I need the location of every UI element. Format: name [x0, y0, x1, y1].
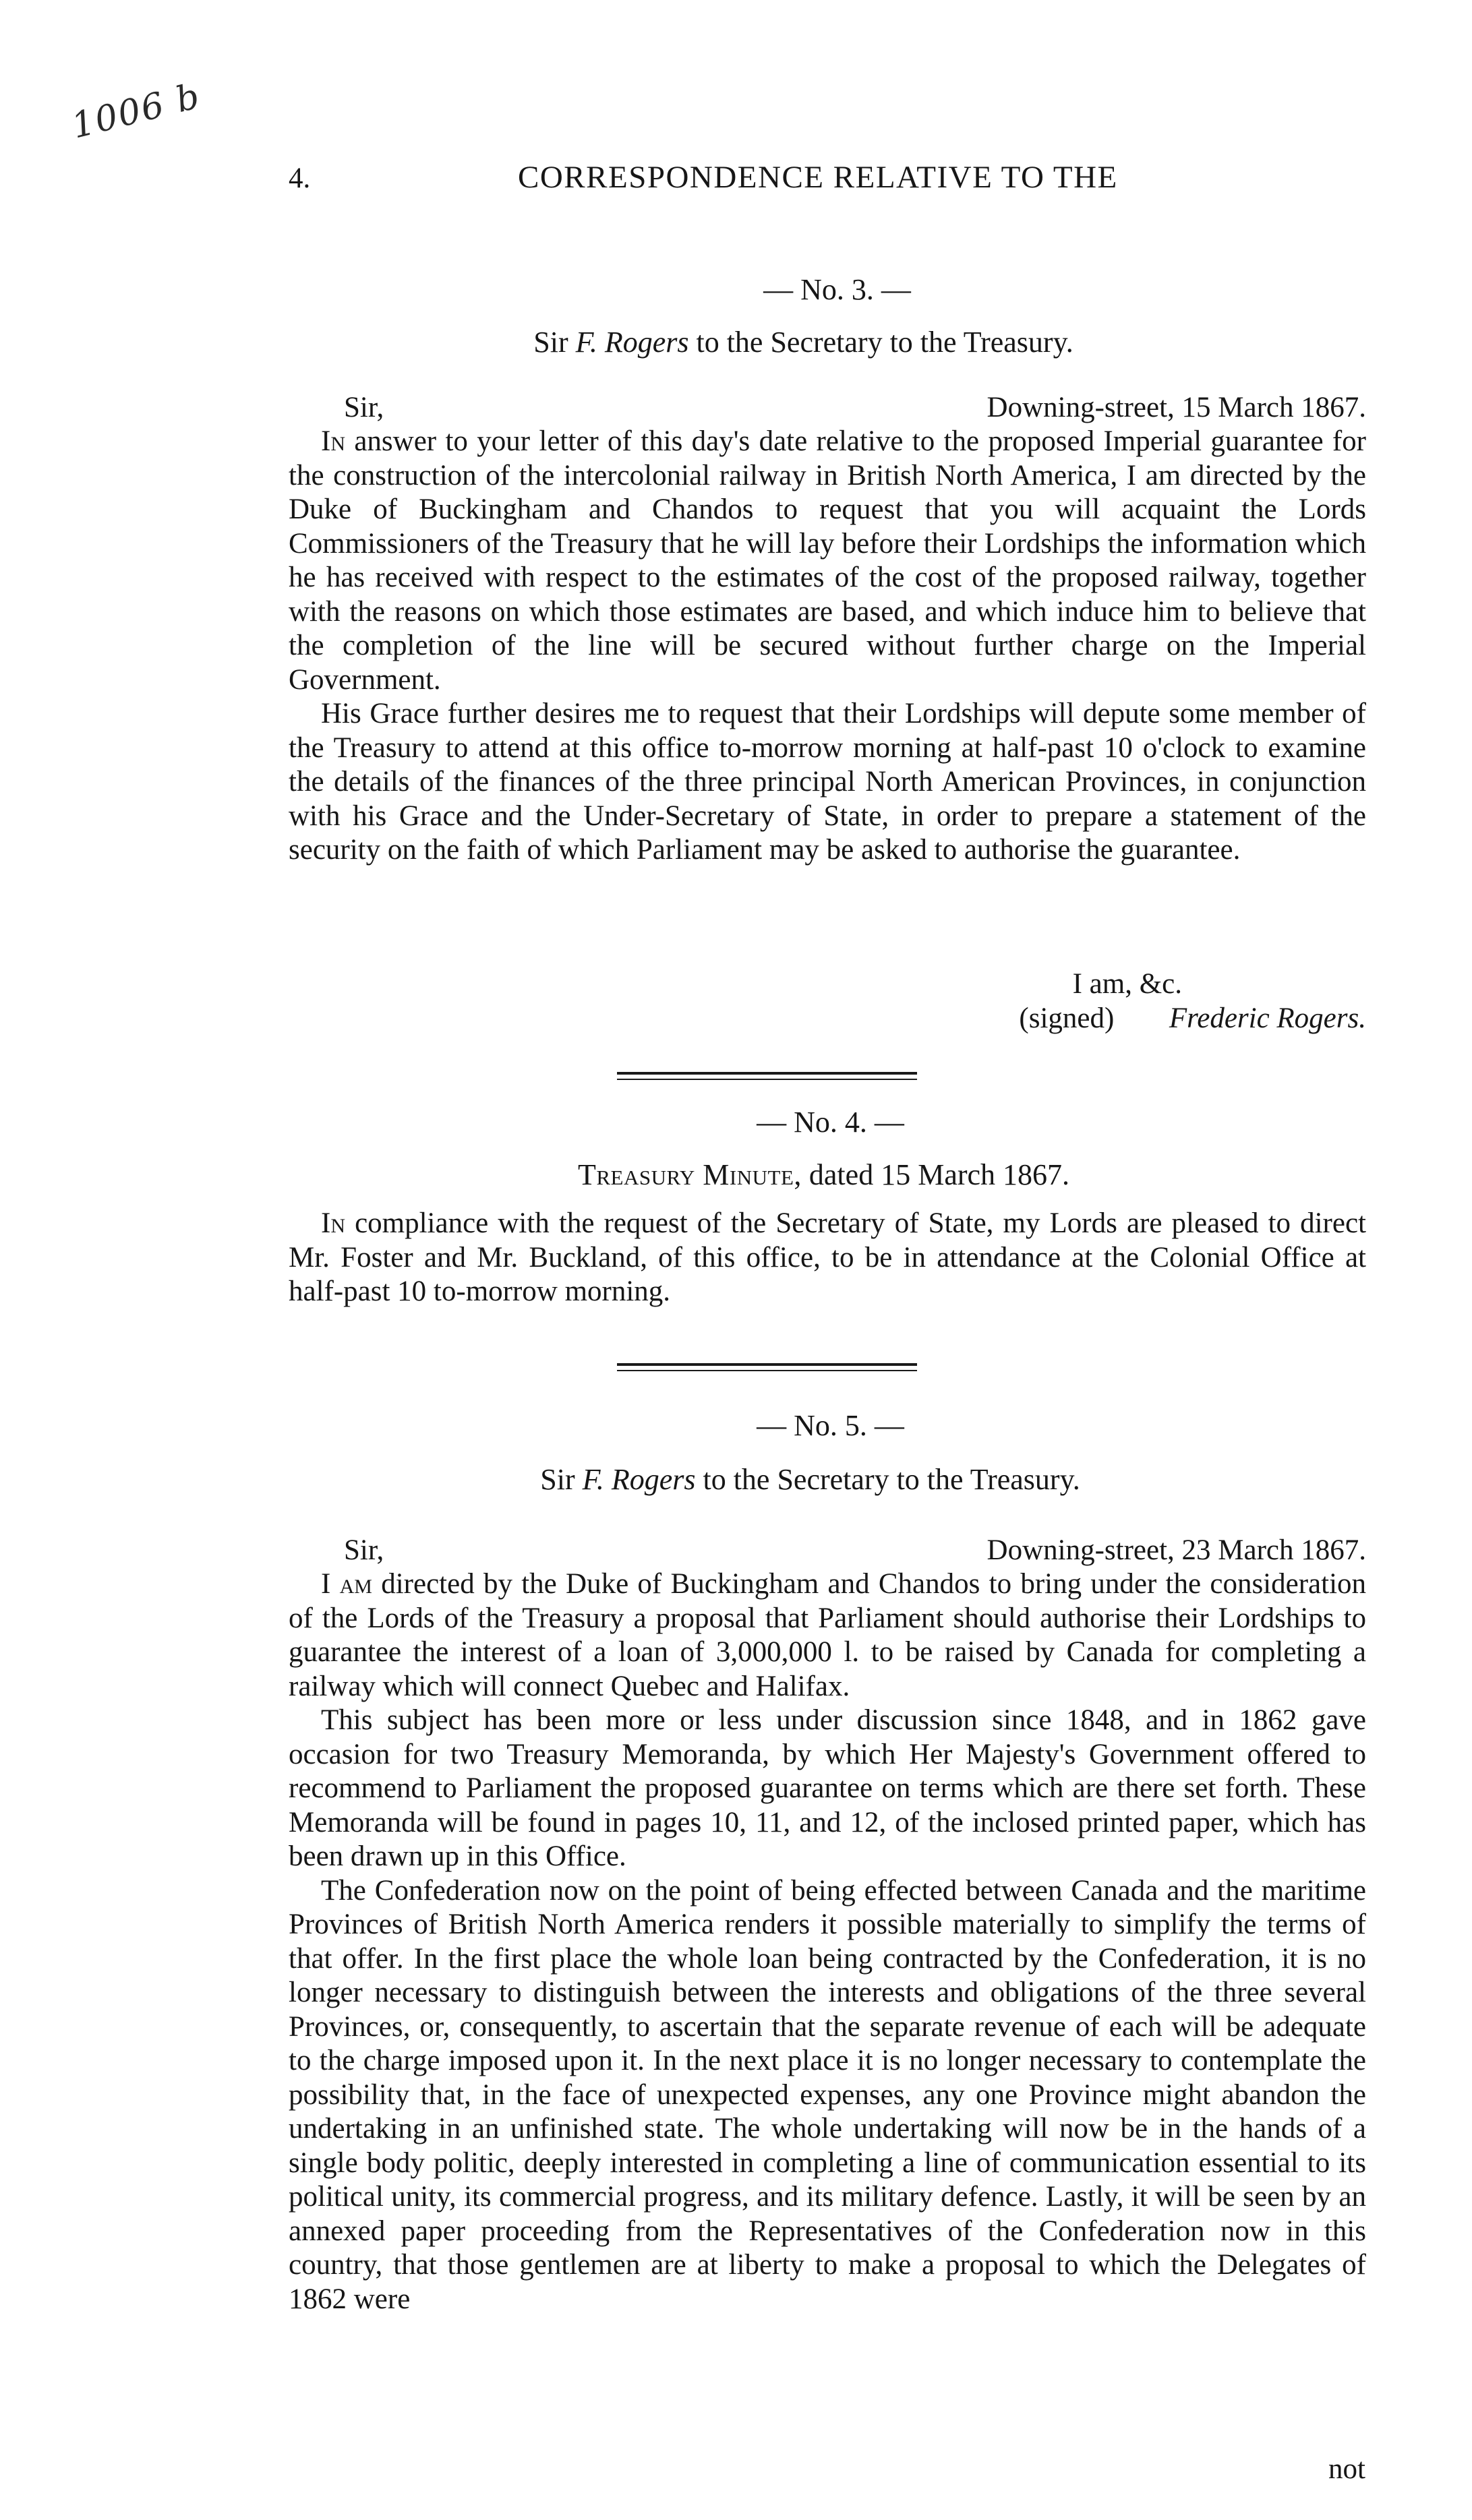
doc3-body [289, 425, 1366, 868]
doc3-title-post: to the Secretary to the Treasury. [696, 326, 1073, 359]
doc4-title-lead: Treasury Minute, [577, 1158, 802, 1191]
doc5-place-date: Downing-street, 23 March 1867. [987, 1534, 1366, 1566]
doc5-title [0, 1463, 1472, 1497]
doc3-paragraph-1: In answer to your letter of this day's date relative to the proposed Imperial guarantee for the construction of the intercolonial railway in British North America, I am directed by the Duke of Buckingham and Chandos to request that you will acquaint the Lords Commissioners of the Treasury that he will lay before their Lordships the information which he has received with respect to the estimates of the cost of the proposed railway, together with the reasons on which those estimates are based, and which induce him to believe that the completion of the line will be secured without further charge on the Imperial Government. [289, 425, 1367, 696]
doc5-number: — No. 5. — [757, 1409, 904, 1442]
doc4-paragraph-1: In compliance with the request of the Secretary of State, my Lords are pleased to direct Mr. Foster and Mr. Buckland, of this office, to be in attendance at the Colonial Office at half-past 10 to-morrow morning. [289, 1207, 1366, 1307]
doc4-title [0, 1158, 1472, 1193]
doc5-salutation: Sir, [344, 1534, 384, 1566]
doc3-closing: I am, &c. [1072, 968, 1182, 1000]
doc3-number: — No. 3. — [763, 273, 911, 306]
doc5-catchword: not [1328, 2453, 1365, 2485]
doc5-body [289, 1567, 1366, 2316]
doc3-title [0, 326, 1472, 360]
doc3-paragraph-2: His Grace further desires me to request that their Lordships will depute some member of the Treasury to attend at this office to-morrow morning at half-past 10 o'clock to examine the details of the finances of the three principal North American Provinces, in conjunction with his Grace and the Under-Secretary of State, in order to prepare a statement of the security on the faith of which Parliament may be asked to authorise the guarantee. [289, 698, 1366, 866]
doc3-signature: Frederic Rogers. [1169, 1002, 1366, 1034]
doc5-title-post: to the Secretary to the Treasury. [703, 1463, 1080, 1496]
section-divider [617, 1363, 917, 1366]
section-divider-thin [617, 1370, 917, 1371]
doc3-signed-label: (signed) [1019, 1002, 1115, 1034]
doc5-title-pre: Sir [540, 1463, 575, 1496]
doc4-number: — No. 4. — [757, 1106, 904, 1139]
doc4-title-rest: dated 15 March 1867. [808, 1158, 1070, 1191]
doc5-paragraph-3: The Confederation now on the point of being effected between Canada and the maritime Provinces of British North America renders it possible materially to simplify the terms of that offer. In the first place the whole loan being contracted by the Confederation, it is no longer necessary to distinguish between the interests and obligations of the three several Provinces, or, consequently, to ascertain that the separate revenue of each will be adequate to the charge imposed upon it. In the next place it is no longer necessary to contemplate the possibility that, in the face of unexpected expenses, any one Province might abandon the undertaking in an unfinished state. The whole undertaking will now be in the hands of a single body politic, deeply interested in completing a line of communication essential to its political unity, its commercial progress, and its military defence. Lastly, it will be seen by an annexed paper proceeding from the Representatives of the Confederation now in this country, that those gentlemen are at liberty to make a proposal to which the Delegates of 1862 were [289, 1874, 1366, 2315]
doc5-title-name: F. Rogers [582, 1463, 696, 1496]
section-divider [617, 1072, 917, 1075]
doc3-signature-line [1019, 1002, 1366, 1036]
doc3-place-date: Downing-street, 15 March 1867. [987, 392, 1366, 423]
doc3-title-name: F. Rogers [575, 326, 689, 359]
doc5-paragraph-1: I am directed by the Duke of Buckingham and Chandos to bring under the consideration of the Lords of the Treasury a proposal that Parliament should authorise their Lordships to guarantee the interest of a loan of 3,000,000 l. to be raised by Canada for completing a railway which will connect Quebec and Halifax. [289, 1568, 1367, 1702]
page-number: 4. [289, 162, 311, 194]
running-head: CORRESPONDENCE RELATIVE TO THE [518, 160, 1118, 195]
section-divider-thin [617, 1079, 917, 1080]
doc3-salutation: Sir, [344, 392, 384, 423]
handwritten-marginalia: 1006 b [67, 76, 205, 147]
doc5-paragraph-2: This subject has been more or less under discussion since 1848, and in 1862 gave occasion for two Treasury Memoranda, by which Her Majesty's Government offered to recommend to Parliament the proposed guarantee on terms which are there set forth. These Memoranda will be found in pages 10, 11, and 12, of the inclosed printed paper, which has been drawn up in this Office. [289, 1704, 1366, 1872]
doc4-body [289, 1207, 1366, 1309]
doc3-title-pre: Sir [533, 326, 568, 359]
